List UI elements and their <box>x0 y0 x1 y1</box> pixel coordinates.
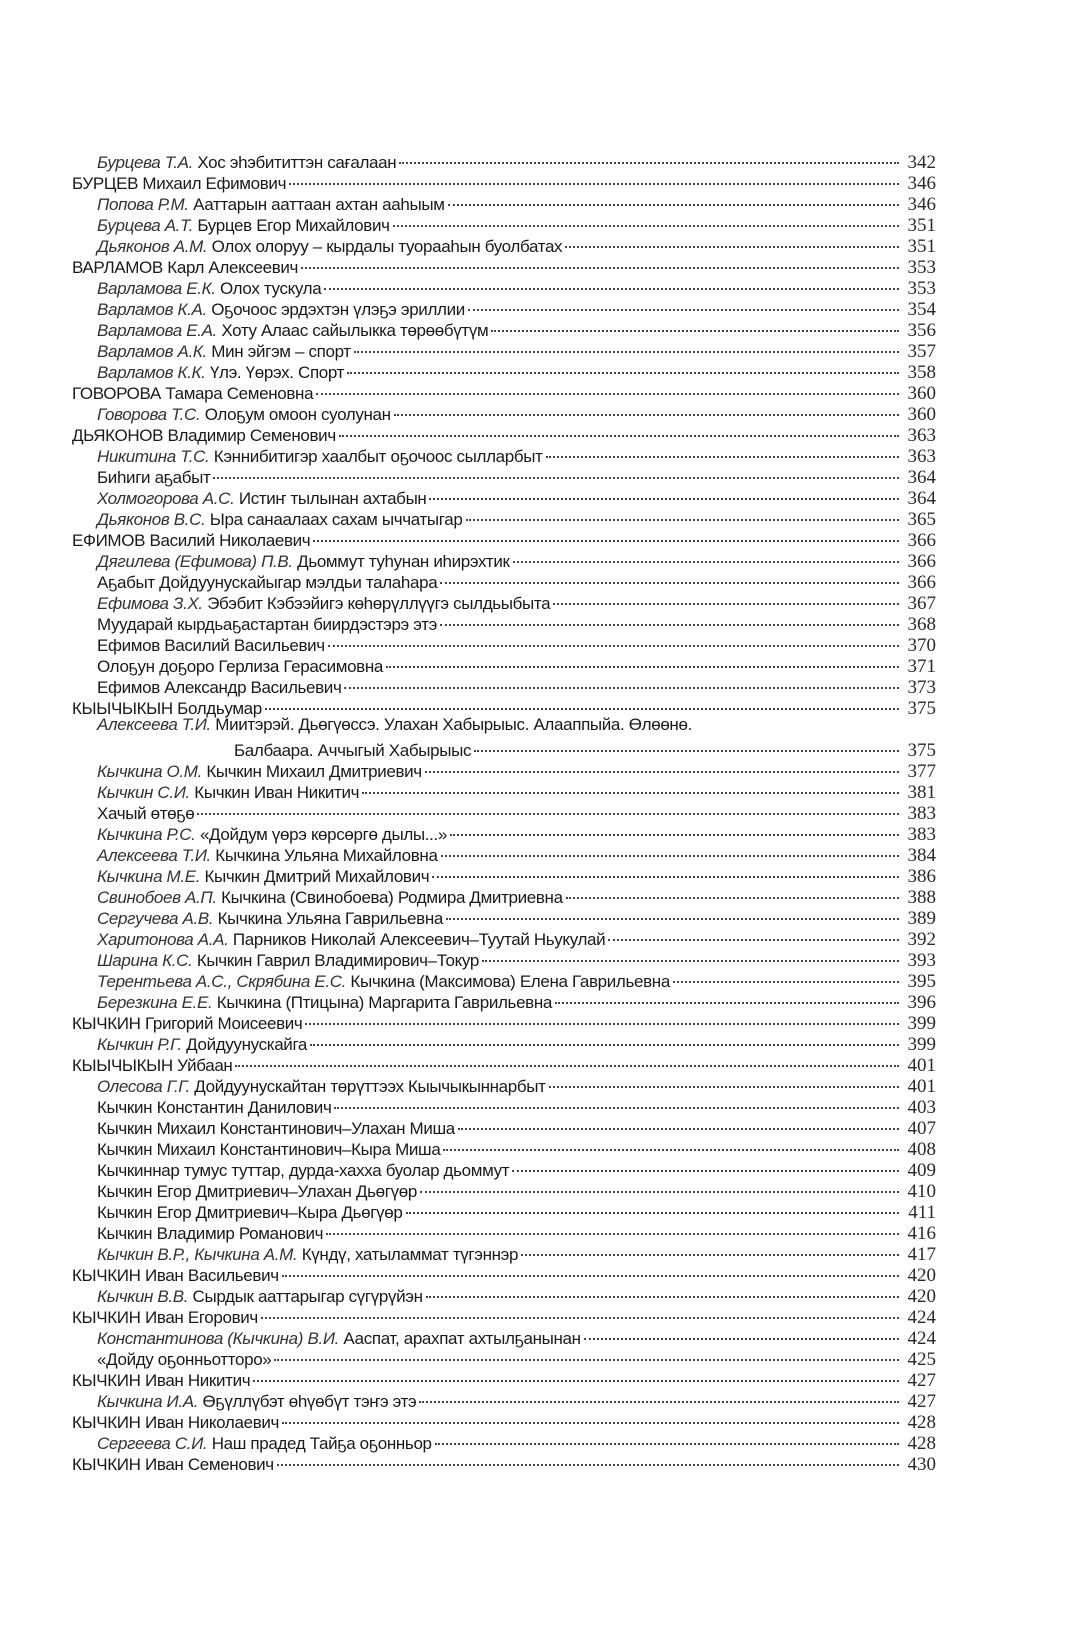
toc-entry[interactable] <box>72 756 936 782</box>
entry-title: Кычкина Ульяна Михайловна <box>215 846 438 865</box>
entry-title: Күндү, хатыламмат түгэннэр <box>301 1245 519 1264</box>
entry-title: Дьоммут туhунан иhирэхтик <box>297 552 510 571</box>
entry-title: Ыра санаалаах сахам ыччатыгар <box>209 510 463 529</box>
entry-author: Бурцева А.Т. <box>97 216 193 235</box>
entry-title: Сырдык ааттарыгар сүгүрүйэн <box>192 1287 423 1306</box>
entry-title: Олоҕум омоон суолунан <box>204 405 391 424</box>
dot-leader <box>347 357 899 378</box>
page-number: 351 <box>907 236 936 257</box>
page-number: 411 <box>908 1202 936 1223</box>
dot-leader <box>282 1407 899 1428</box>
dot-leader <box>213 462 899 483</box>
entry-label <box>97 215 390 236</box>
section-heading: КЫЫЧЫКЫН Болдьумар <box>72 699 262 718</box>
dot-leader <box>584 1323 899 1344</box>
toc-entry[interactable] <box>72 714 936 735</box>
entry-author: Дьяконов В.С. <box>97 510 206 529</box>
page-number: 408 <box>907 1139 936 1160</box>
page-number: 346 <box>907 173 936 194</box>
page-number: 346 <box>907 194 936 215</box>
section-heading: ВАРЛАМОВ Карл Алексеевич <box>72 258 299 277</box>
page-number: 363 <box>907 446 936 467</box>
entry-label <box>97 278 321 299</box>
dot-leader <box>419 1386 899 1407</box>
entry-author: Шарина К.С. <box>97 951 193 970</box>
entry-author: Константинова (Кычкина) В.И. <box>97 1329 340 1348</box>
dot-leader <box>386 651 899 672</box>
entry-label <box>72 1370 250 1391</box>
entry-label <box>97 467 210 488</box>
page-number: 416 <box>907 1223 936 1244</box>
entry-label <box>97 1118 455 1139</box>
entry-title: Наш прадед Тайҕа оҕонньор <box>211 1434 432 1453</box>
dot-leader <box>555 987 899 1008</box>
page-number: 396 <box>907 992 936 1013</box>
entry-label <box>72 1055 232 1076</box>
entry-title: Кычкин Владимир Романович <box>97 1224 324 1243</box>
dot-leader <box>429 483 899 504</box>
entry-author: Попова Р.М. <box>97 195 189 214</box>
dot-leader <box>426 1281 899 1302</box>
page-number: 420 <box>907 1286 936 1307</box>
entry-author: Березкина Е.Е. <box>97 993 213 1012</box>
section-heading: КЫЧКИН Иван Николаевич <box>72 1413 280 1432</box>
entry-title: Кычкина (Максимова) Елена Гаврильевна <box>350 972 670 991</box>
section-heading: ЕФИМОВ Василий Николаевич <box>72 531 311 550</box>
entry-label <box>97 950 479 971</box>
entry-title: Мин эйгэм – спорт <box>211 342 351 361</box>
dot-leader <box>566 882 899 903</box>
page-number: 403 <box>907 1097 936 1118</box>
entry-label <box>97 824 447 845</box>
dot-leader <box>512 1155 899 1176</box>
entry-title: Ааспат, арахпат ахтылҕанынан <box>343 1329 581 1348</box>
entry-label <box>97 1349 271 1370</box>
dot-leader <box>354 336 899 357</box>
dot-leader <box>474 735 899 756</box>
page-number: 427 <box>907 1370 936 1391</box>
entry-title: Кычкин Гаврил Владимирович–Токур <box>196 951 479 970</box>
dot-leader <box>394 399 899 420</box>
toc-entry[interactable] <box>72 798 936 824</box>
entry-title: Эбэбит Кэбээйигэ көhөрүллүүгэ сылдьыбыта <box>207 594 551 613</box>
entry-label <box>97 656 383 677</box>
entry-title: Бурцев Егор Михайлович <box>197 216 390 235</box>
page-number: 351 <box>907 215 936 236</box>
entry-author: Кычкин В.В. <box>97 1287 189 1306</box>
page-number: 399 <box>907 1013 936 1034</box>
entry-author: Варламова Е.А. <box>97 321 217 340</box>
dot-leader <box>274 1344 899 1365</box>
page-number: 366 <box>907 530 936 551</box>
dot-leader <box>673 966 899 987</box>
dot-leader <box>435 1428 899 1449</box>
dot-leader <box>513 546 899 567</box>
entry-author: Кычкин Р.Г. <box>97 1035 182 1054</box>
entry-label <box>97 1181 417 1202</box>
entry-title: Кычкина Ульяна Гаврильевна <box>217 909 443 928</box>
dot-leader <box>443 1134 899 1155</box>
entry-author: Бурцева Т.А. <box>97 153 193 172</box>
dot-leader <box>446 903 899 924</box>
dot-leader <box>553 588 899 609</box>
page-number: 366 <box>907 572 936 593</box>
entry-title: Өҕүллүбэт өhүөбүт тэҥэ этэ <box>202 1392 417 1411</box>
page-number: 389 <box>907 908 936 929</box>
dot-leader <box>277 1449 899 1470</box>
dot-leader <box>450 819 899 840</box>
page-number: 360 <box>907 404 936 425</box>
page-number: 360 <box>907 383 936 404</box>
entry-author: Дягилева (Ефимова) П.В. <box>97 552 293 571</box>
dot-leader <box>316 378 899 399</box>
page-number: 410 <box>907 1181 936 1202</box>
dot-leader <box>420 1176 899 1197</box>
entry-title: Кэннибитигэр хаалбыт оҕочоос сылларбыт <box>213 447 543 466</box>
page-number: 364 <box>907 488 936 509</box>
table-of-contents <box>72 147 936 1475</box>
dot-leader <box>432 861 899 882</box>
entry-title-continuation: Балбаара. Аччыгый Хабырыыс <box>234 741 472 760</box>
dot-leader <box>261 1302 899 1323</box>
page-number: 428 <box>907 1433 936 1454</box>
page-number: 386 <box>907 866 936 887</box>
page-number: 366 <box>907 551 936 572</box>
entry-label <box>72 1265 279 1286</box>
dot-leader <box>253 1365 899 1386</box>
entry-title: Кычкина (Птицына) Маргарита Гаврильевна <box>216 993 552 1012</box>
entry-label <box>97 1097 331 1118</box>
page-number: 427 <box>907 1391 936 1412</box>
page-number: 428 <box>907 1412 936 1433</box>
page-number: 417 <box>907 1244 936 1265</box>
entry-author: Варламов К.А. <box>97 300 207 319</box>
dot-leader <box>362 777 899 798</box>
page-number: 375 <box>907 740 936 761</box>
dot-leader <box>482 945 899 966</box>
page-number: 375 <box>907 698 936 719</box>
page-number: 364 <box>907 467 936 488</box>
dot-leader <box>324 273 899 294</box>
entry-title: «Дойдум үөрэ көрсөргө дылы...» <box>199 825 448 844</box>
page-number: 401 <box>907 1076 936 1097</box>
page-number: 430 <box>907 1454 936 1475</box>
entry-author: Никитина Т.С. <box>97 447 210 466</box>
page-number: 353 <box>907 257 936 278</box>
dot-leader <box>440 609 899 630</box>
dot-leader <box>197 798 899 819</box>
page-number: 425 <box>907 1349 936 1370</box>
dot-leader <box>521 1239 899 1260</box>
entry-author: Ефимова З.Х. <box>97 594 203 613</box>
dot-leader <box>546 441 899 462</box>
entry-label <box>97 1139 440 1160</box>
page-number: 409 <box>907 1160 936 1181</box>
entry-title: Кычкин Дмитрий Михайлович <box>204 867 430 886</box>
page-number: 356 <box>907 320 936 341</box>
entry-author: Терентьева А.С., Скрябина Е.С. <box>97 972 347 991</box>
section-heading: ДЬЯКОНОВ Владимир Семенович <box>72 426 336 445</box>
page-number: 358 <box>907 362 936 383</box>
page-number: 363 <box>907 425 936 446</box>
dot-leader <box>549 1071 899 1092</box>
entry-author: Холмогорова А.С. <box>97 489 235 508</box>
entry-label <box>72 1013 302 1034</box>
entry-title: Муударай кырдьаҕастартан биирдэстэрэ этэ <box>97 615 437 634</box>
entry-title: Олох олоруу – кырдалы туорааhын буолбатах <box>211 237 563 256</box>
page-number: 393 <box>907 950 936 971</box>
dot-leader <box>448 189 899 210</box>
page-number: 357 <box>907 341 936 362</box>
entry-label <box>97 1223 323 1244</box>
dot-leader <box>301 252 899 273</box>
dot-leader <box>491 315 899 336</box>
section-heading: БУРЦЕВ Михаил Ефимович <box>72 174 287 193</box>
entry-title: Кычкин Михаил Дмитриевич <box>206 762 422 781</box>
entry-label <box>97 572 437 593</box>
page-number: 424 <box>907 1328 936 1349</box>
entry-label <box>97 866 429 887</box>
dot-leader <box>328 630 899 651</box>
dot-leader <box>466 504 900 525</box>
section-heading: КЫЧКИН Иван Егорович <box>72 1308 258 1327</box>
entry-title: Олоҕун доҕоро Герлиза Герасимовна <box>97 657 384 676</box>
page-number: 383 <box>907 824 936 845</box>
entry-author: Варламов К.К. <box>97 363 206 382</box>
page-number: 399 <box>907 1034 936 1055</box>
dot-leader <box>458 1113 899 1134</box>
dot-leader <box>265 693 899 714</box>
dot-leader <box>425 756 899 777</box>
entry-title: Биhиги аҕабыт <box>97 468 211 487</box>
dot-leader <box>282 1260 899 1281</box>
page-number: 401 <box>907 1055 936 1076</box>
page-number: 407 <box>907 1118 936 1139</box>
entry-label <box>72 425 336 446</box>
dot-leader <box>565 231 899 252</box>
entry-author: Алексеева Т.И. <box>97 846 211 865</box>
page-number: 365 <box>907 509 936 530</box>
entry-title: Кычкиннар тумус туттар, дурда-хахха буолар дьоммут <box>97 1161 510 1180</box>
entry-label <box>97 908 443 929</box>
section-heading: КЫЧКИН Иван Семенович <box>72 1455 274 1474</box>
dot-leader <box>344 672 899 693</box>
entry-author: Алексеева Т.И. <box>97 715 211 734</box>
entry-title: Кычкин Константин Данилович <box>97 1098 332 1117</box>
entry-label <box>97 714 692 735</box>
entry-label <box>97 299 465 320</box>
entry-label <box>97 341 351 362</box>
dot-leader <box>339 420 899 441</box>
entry-author: Варламов А.К. <box>97 342 207 361</box>
entry-title: Хоту Алаас сайылыкка төрөөбүтүм <box>221 321 489 340</box>
page-number: 388 <box>907 887 936 908</box>
page-number: 424 <box>907 1307 936 1328</box>
dot-leader <box>289 168 899 189</box>
page-number: 371 <box>907 656 936 677</box>
page-number: 354 <box>907 299 936 320</box>
entry-title: Дойдуунускайга <box>186 1035 308 1054</box>
entry-author: Говорова Т.С. <box>97 405 201 424</box>
entry-title: Ефимов Василий Васильевич <box>97 636 325 655</box>
entry-author: Варламова Е.К. <box>97 279 216 298</box>
page-number: 377 <box>907 761 936 782</box>
dot-leader <box>440 567 899 588</box>
entry-title: Кычкин Иван Никитич <box>194 783 360 802</box>
page-number: 395 <box>907 971 936 992</box>
page-number: 342 <box>907 152 936 173</box>
toc-entry[interactable] <box>72 819 936 845</box>
section-heading: КЫЧКИН Иван Никитич <box>72 1371 251 1390</box>
entry-label <box>72 530 310 551</box>
entry-author: Сергеева С.И. <box>97 1434 208 1453</box>
page-number: 373 <box>907 677 936 698</box>
entry-title: Аҕабыт Дойдуунускайыгар мэлдьи талаhара <box>97 573 438 592</box>
page-number: 392 <box>907 929 936 950</box>
entry-author: Свинобоев А.П. <box>97 888 217 907</box>
dot-leader <box>399 147 899 168</box>
entry-title: Оҕочоос эрдэхтэн үлэҕэ эриллии <box>211 300 465 319</box>
entry-title: Кычкин Егор Дмитриевич–Улахан Дьөгүөр <box>97 1182 417 1201</box>
entry-title: Миитэрэй. Дьөгүөссэ. Улахан Хабырыыс. Алааппыйа. Өлөөнө. <box>215 715 692 734</box>
page-number: 368 <box>907 614 936 635</box>
dot-leader <box>468 294 899 315</box>
entry-label <box>72 1412 279 1433</box>
dot-leader <box>235 1050 899 1071</box>
dot-leader <box>608 924 899 945</box>
section-heading: КЫЧКИН Григорий Моисеевич <box>72 1014 303 1033</box>
entry-label <box>97 362 344 383</box>
dot-leader <box>334 1092 899 1113</box>
entry-author: Кычкина М.Е. <box>97 867 201 886</box>
entry-label <box>72 383 313 404</box>
page-number: 383 <box>907 803 936 824</box>
entry-label <box>97 845 438 866</box>
entry-label <box>72 257 298 278</box>
entry-label <box>97 803 194 824</box>
entry-title: Истиҥ тылынан ахтабын <box>238 489 427 508</box>
entry-author: Кычкина Р.С. <box>97 825 196 844</box>
entry-author: Олесова Г.Г. <box>97 1077 190 1096</box>
entry-author: Дьяконов А.М. <box>97 237 208 256</box>
page-number: 420 <box>907 1265 936 1286</box>
page-number: 353 <box>907 278 936 299</box>
entry-author: Кычкина И.А. <box>97 1392 199 1411</box>
entry-title: Олох тускула <box>219 279 322 298</box>
page-number: 367 <box>907 593 936 614</box>
dot-leader <box>406 1197 900 1218</box>
entry-title: Ааттарын ааттаан ахтан ааhыым <box>193 195 445 214</box>
dot-leader <box>310 1029 899 1050</box>
entry-title: Кычкин Егор Дмитриевич–Кыра Дьөгүөр <box>97 1203 403 1222</box>
page-number: 381 <box>907 782 936 803</box>
entry-title: Хачый өтөҕө <box>97 804 195 823</box>
section-heading: ГОВОРОВА Тамара Семеновна <box>72 384 314 403</box>
dot-leader <box>393 210 899 231</box>
entry-label <box>97 488 426 509</box>
page-number: 384 <box>907 845 936 866</box>
section-heading: КЫЫЧЫКЫН Уйбаан <box>72 1056 233 1075</box>
entry-author: Сергучева А.В. <box>97 909 214 928</box>
entry-title: Парников Николай Алексеевич–Туутай Ньукулай <box>232 930 606 949</box>
entry-label <box>72 1307 258 1328</box>
section-heading: КЫЧКИН Иван Васильевич <box>72 1266 279 1285</box>
entry-author: Кычкин В.Р., Кычкина А.М. <box>97 1245 298 1264</box>
page-number: 370 <box>907 635 936 656</box>
dot-leader <box>305 1008 899 1029</box>
entry-title: Дойдуунускайтан төрүттээх Кыычыкыннарбыт <box>194 1077 546 1096</box>
entry-author: Харитонова А.А. <box>97 930 229 949</box>
toc-entry[interactable] <box>72 147 936 173</box>
entry-title: Кычкина (Свинобоева) Родмира Дмитриевна <box>221 888 563 907</box>
entry-title: Хос эhэбититтэн сағалаан <box>197 153 397 172</box>
entry-label <box>97 635 325 656</box>
dot-leader <box>313 525 899 546</box>
entry-title: Кычкин Михаил Константинович–Кыра Миша <box>97 1140 441 1159</box>
dot-leader <box>326 1218 899 1239</box>
entry-author: Кычкин С.И. <box>97 783 190 802</box>
entry-author: Кычкина О.М. <box>97 762 202 781</box>
entry-title: Кычкин Михаил Константинович–Улахан Миша <box>97 1119 455 1138</box>
toc-entry-continuation[interactable] <box>72 735 936 761</box>
entry-title: Ефимов Александр Васильевич <box>97 678 342 697</box>
entry-label <box>72 1454 274 1475</box>
entry-title: «Дойду оҕонньотторо» <box>97 1350 272 1369</box>
entry-title: Үлэ. Үөрэх. Спорт <box>209 363 345 382</box>
dot-leader <box>441 840 899 861</box>
entry-label <box>72 173 286 194</box>
